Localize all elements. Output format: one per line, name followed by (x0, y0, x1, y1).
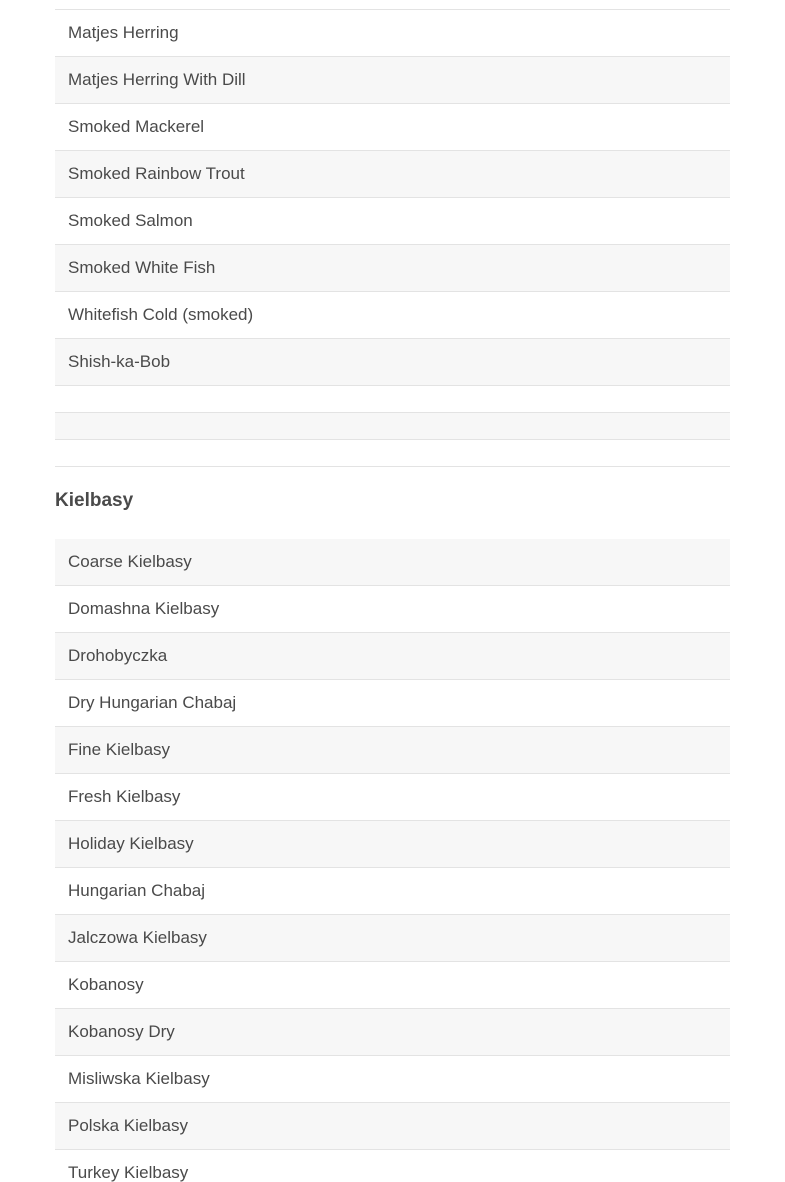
list-item[interactable]: Smoked Rainbow Trout (55, 151, 730, 198)
list-item[interactable]: Matjes Herring With Dill (55, 57, 730, 104)
list-item[interactable]: Whitefish Cold (smoked) (55, 292, 730, 339)
list-item[interactable]: Holiday Kielbasy (55, 821, 730, 868)
list-item[interactable]: Polska Kielbasy (55, 1103, 730, 1150)
list-item[interactable]: Smoked Mackerel (55, 104, 730, 151)
kielbasy-list (55, 539, 730, 1182)
list-item[interactable]: Kobanosy Dry (55, 1009, 730, 1056)
kielbasy-section (55, 539, 730, 1182)
fish-section (55, 9, 730, 467)
list-item[interactable]: Matjes Herring (55, 10, 730, 57)
empty-row (55, 386, 730, 413)
section-heading-kielbasy: Kielbasy (55, 490, 134, 511)
empty-row (55, 413, 730, 440)
empty-row (55, 440, 730, 467)
list-item[interactable]: Turkey Kielbasy (55, 1150, 730, 1182)
list-item[interactable]: Kobanosy (55, 962, 730, 1009)
list-item[interactable]: Hungarian Chabaj (55, 868, 730, 915)
list-item[interactable]: Misliwska Kielbasy (55, 1056, 730, 1103)
list-item[interactable]: Coarse Kielbasy (55, 539, 730, 586)
list-item[interactable]: Jalczowa Kielbasy (55, 915, 730, 962)
list-item[interactable]: Smoked White Fish (55, 245, 730, 292)
list-item[interactable]: Smoked Salmon (55, 198, 730, 245)
list-item[interactable]: Drohobyczka (55, 633, 730, 680)
list-item[interactable]: Domashna Kielbasy (55, 586, 730, 633)
list-item[interactable]: Shish-ka-Bob (55, 339, 730, 386)
list-item[interactable]: Fine Kielbasy (55, 727, 730, 774)
fish-list (55, 9, 730, 467)
list-item[interactable]: Fresh Kielbasy (55, 774, 730, 821)
list-item[interactable]: Dry Hungarian Chabaj (55, 680, 730, 727)
